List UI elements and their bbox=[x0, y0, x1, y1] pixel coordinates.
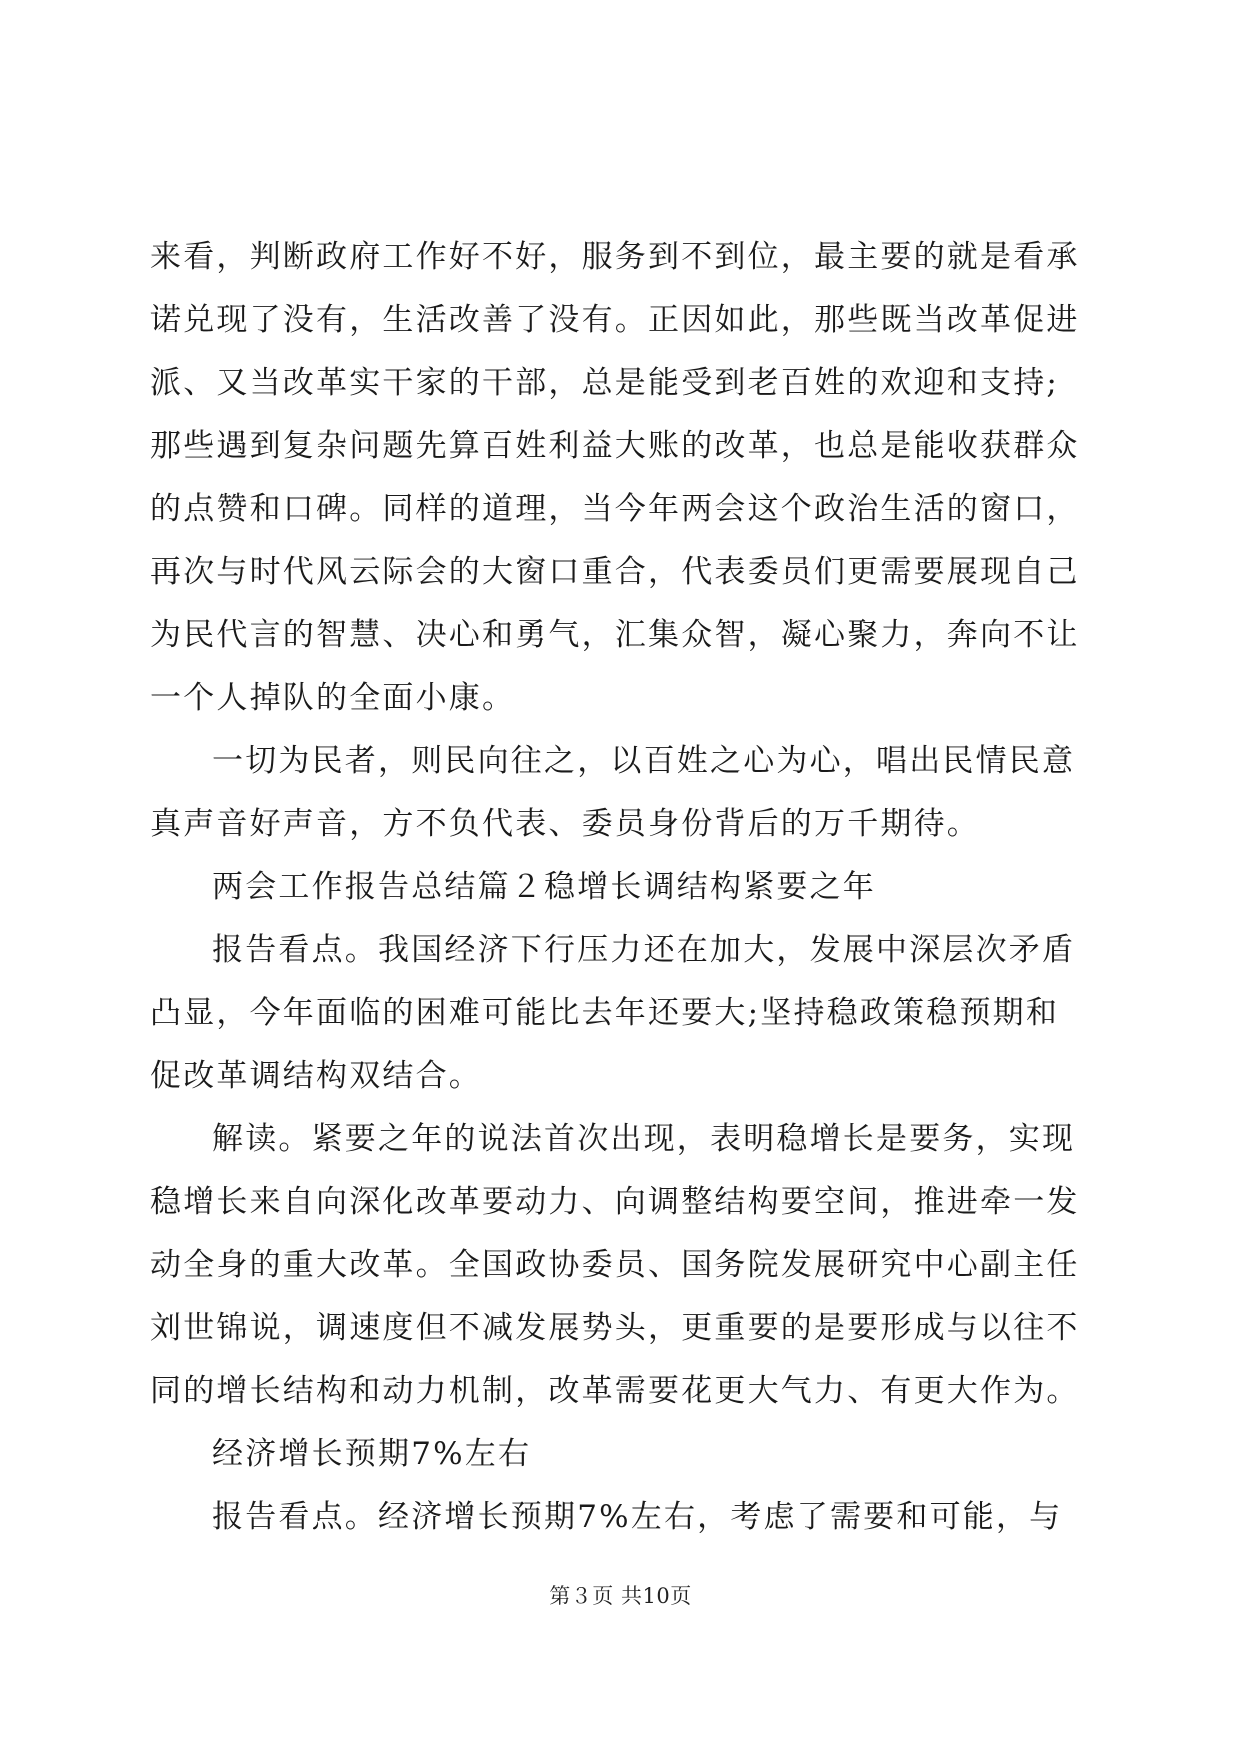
text-line: 来看，判断政府工作好不好，服务到不到位，最主要的就是看承 bbox=[150, 239, 1080, 275]
text-line: 派、又当改革实干家的干部，总是能受到老百姓的欢迎和支持; bbox=[150, 365, 1060, 401]
text-line: 报告看点。经济增长预期7%左右，考虑了需要和可能，与 bbox=[212, 1499, 1063, 1535]
section-heading: 两会工作报告总结篇２稳增长调结构紧要之年 bbox=[212, 869, 876, 905]
text-line: 那些遇到复杂问题先算百姓利益大账的改革，也总是能收获群众 bbox=[150, 428, 1080, 464]
document-body bbox=[150, 226, 1090, 1549]
text-line: 解读。紧要之年的说法首次出现，表明稳增长是要务，实现 bbox=[212, 1121, 1076, 1157]
text-line: 凸显，今年面临的困难可能比去年还要大;坚持稳政策稳预期和 bbox=[150, 995, 1060, 1031]
text-line: 真声音好声音，方不负代表、委员身份背后的万千期待。 bbox=[150, 806, 980, 842]
text-line: 的点赞和口碑。同样的道理，当今年两会这个政治生活的窗口， bbox=[150, 491, 1080, 527]
subheading: 经济增长预期7%左右 bbox=[212, 1436, 532, 1472]
text-line: 同的增长结构和动力机制，改革需要花更大气力、有更大作为。 bbox=[150, 1373, 1080, 1409]
text-line: 稳增长来自向深化改革要动力、向调整结构要空间，推进牵一发 bbox=[150, 1184, 1080, 1220]
text-line: 报告看点。我国经济下行压力还在加大，发展中深层次矛盾 bbox=[212, 932, 1076, 968]
text-line: 为民代言的智慧、决心和勇气，汇集众智，凝心聚力，奔向不让 bbox=[150, 617, 1080, 653]
text-line: 再次与时代风云际会的大窗口重合，代表委员们更需要展现自己 bbox=[150, 554, 1080, 590]
text-line: 一个人掉队的全面小康。 bbox=[150, 680, 516, 716]
text-line: 一切为民者，则民向往之，以百姓之心为心，唱出民情民意 bbox=[212, 743, 1076, 779]
page-number-footer: 第３页 共10页 bbox=[549, 1584, 692, 1608]
text-line: 促改革调结构双结合。 bbox=[150, 1058, 482, 1094]
text-line: 诺兑现了没有，生活改善了没有。正因如此，那些既当改革促进 bbox=[150, 302, 1080, 338]
text-line: 刘世锦说，调速度但不减发展势头，更重要的是要形成与以往不 bbox=[150, 1310, 1080, 1346]
text-line: 动全身的重大改革。全国政协委员、国务院发展研究中心副主任 bbox=[150, 1247, 1080, 1283]
